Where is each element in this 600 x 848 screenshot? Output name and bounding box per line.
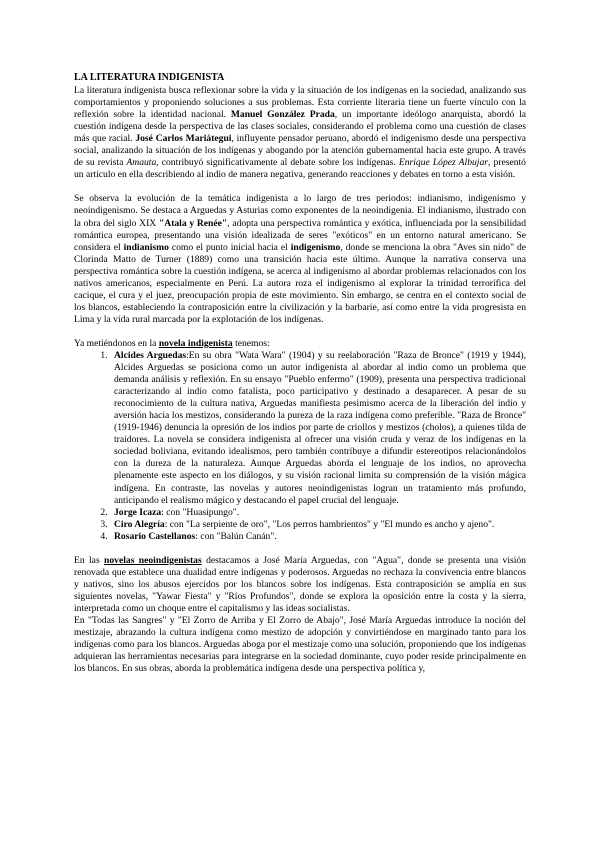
paragraph-mestizaje: En "Todas las Sangres" y "El Zorro de Arriba y El Zorro de Abajo", José María Arguedas introduce la noción del mestizaje, abrazando la cultura indígena como mestizo de adopción y convirtiéndose en marginado tanto para los indígenas como para los blancos. Arguedas aboga por el mestizaje como una solución, proponiendo que los indígenas adquieran las herramientas necesarias para integrarse en la sociedad dominante, cuyo poder reside principalmente en los blancos. En sus obras, aborda la problemática indígena desde una perspectiva política y, (74, 614, 526, 675)
text: , donde se menciona la obra "Aves sin nido" de Clorinda Matto de Turner (1889) como una transición hacia este último. Aunque la narrativa conserva una perspectiva romántica sobre la cuestión indígena, se acerca al indigenismo al abordar problemas relacionados con los nativos americanos, especialmente en Perú. La autora roza el indigenismo al explorar la trinidad terrorífica del cacique, el cura y el juez, preocupación propia de este movimiento. Sin embargo, se centra en el contexto social de los blancos, estableciendo la contraposición entre la civilización y la barbarie, así como entre la vida progresista en Lima y la vida rural marcada por la explotación de los indígenas. (74, 241, 526, 325)
paragraph-evolution (74, 193, 526, 326)
text: La literatura indigenista busca reflexionar sobre la vida y la situación de los indígenas en la sociedad, analizando sus comportamientos y proponiendo soluciones a sus problemas. Esta corriente literaria tiene un fuerte vínculo con la reflexión sobre la identidad nacional. (74, 85, 526, 121)
page-title: LA LITERATURA INDIGENISTA (74, 72, 225, 83)
list-item (110, 519, 526, 531)
author-name: José Carlos Mariátegui (135, 133, 232, 145)
term: indigenismo (290, 241, 341, 253)
paragraph-novela-intro (74, 338, 526, 350)
text: , influyente pensador peruano, abordó el indigenismo desde una perspectiva social, analizando la situación de los indígenas y abogando por la atención gubernamental hacia este grupo. A través de su revista (74, 133, 527, 169)
author-name: Ciro Alegría (114, 518, 165, 530)
author-name: Enrique López Albujar (398, 157, 488, 169)
author-name: Manuel González Prada (230, 109, 335, 121)
text: , un importante ideólogo anarquista, abordó la cuestión indígena desde la perspectiva de las clases sociales, considerando el problema como una cuestión de clases más que racial. (74, 109, 526, 145)
author-name: Jorge Icaza (114, 506, 162, 518)
work-title: "Atala y Renée" (158, 217, 228, 229)
term: novela indigenista (158, 337, 233, 349)
authors-list (74, 350, 526, 543)
text: destacamos a José María Arguedas, con "Agua", donde se presenta una visión renovada que establece una dualidad entre indígenas y poderosos. Arguedas no rechaza la convivencia entre blancos y nativos, sino los abusos ejercidos por los blancos sobre los indígenas. Esta contraposición se amplía en sus siguientes novelas, "Yawar Fiesta" y "Ríos Profundos", donde se explora la oposición entre la costa y la sierra, interpretada como un choque entre el capitalismo y las ideas socialistas. (74, 554, 526, 614)
term: indianismo (123, 241, 169, 253)
list-item (110, 531, 526, 543)
author-name: Rosario Castellanos (114, 530, 196, 542)
text: , contribuyó significativamente al debate sobre los indígenas. (156, 157, 399, 169)
text: En las (74, 554, 105, 566)
term: novelas neoindigenistas (104, 554, 202, 566)
text: Se observa la evolución de la temática indigenista a lo largo de tres periodos: indianismo, indigenismo y neoindigenismo. Se destaca a Arguedas y Asturias como exponentes de la neoindigenia. El indianismo, ilustrado con la obra del siglo XIX (74, 193, 526, 229)
paragraph-gap (74, 181, 526, 193)
text: : con "Balún Canán". (195, 530, 277, 542)
paragraph-gap (74, 543, 526, 555)
text: tenemos: (232, 337, 270, 349)
text: , presentó un artículo en ella describiendo al indio de manera negativa, generando reacciones y debates en torno a esta visión. (74, 157, 526, 181)
paragraph-neoindigenistas (74, 555, 526, 615)
text: como el punto inicial hacia el (168, 241, 291, 253)
list-item (110, 350, 526, 507)
text: :En su obra "Wata Wara" (1904) y su reelaboración "Raza de Bronce" (1919 y 1944), Alcides Arguedas se posiciona como un autor indigenista al abordar al indio como un problema que demanda análisis y reflexión. En su ensayo "Pueblo enfermo" (1909), presenta una perspectiva tradicional caracterizando al indio como fatalista, poco participativo y destinado a desaparecer. A pesar de su reconocimiento de la cultura nativa, Arguedas manifiesta pesimismo acerca de la liberación del indio y aversión hacia los mestizos, considerando la pureza de la raza indígena como preferible. "Raza de Bronce" (1919-1946) denuncia la opresión de los indios por parte de criollos y mestizos (cholos), a quienes tilda de traidores. La novela se considera indigenista al ofrecer una visión cruda y veraz de los indígenas en la sociedad boliviana, evitando idealismos, pero también contribuye a difundir estereotipos relacionándolos con la dureza de la naturaleza. Aunque Arguedas aborda el lenguaje de los indios, no aprovecha plenamente este aspecto en los diálogos, y su visión racional limita su comprensión de la visión mágica indígena. En contraste, las novelas y autores neoindigenistas logran un tratamiento más profundo, anticipando el realismo mágico y destacando el papel crucial del lenguaje. (114, 349, 526, 506)
text: : con "Huasipungo". (161, 506, 240, 518)
author-name: Alcides Arguedas (114, 349, 187, 361)
text: : con "La serpiente de oro", "Los perros hambrientos" y "El mundo es ancho y ajeno". (164, 518, 495, 530)
magazine-title: Amauta (126, 157, 157, 169)
text: Ya metiéndonos en la (74, 337, 159, 349)
list-item (110, 507, 526, 519)
paragraph-intro (74, 85, 526, 181)
paragraph-gap (74, 326, 526, 338)
text: , adopta una perspectiva romántica y exótica, influenciada por la sensibilidad romántica europea, presentando una visión idealizada de seres "exóticos" en un entorno natural americano. Se considera el (74, 217, 526, 253)
